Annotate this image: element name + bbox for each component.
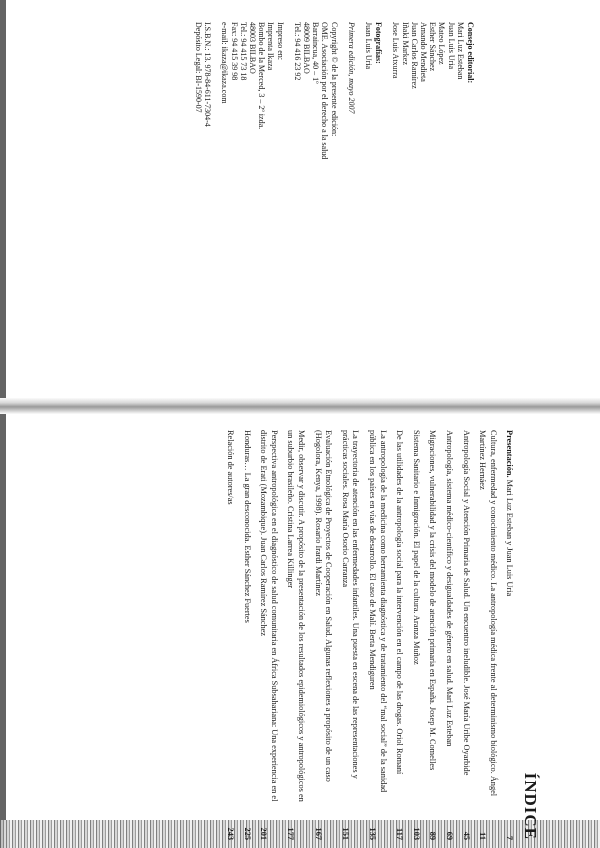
printer-line: Imprenta Ikaza (266, 22, 276, 71)
toc-entry-title: De las utilidades de la antropología social para la intervención en el campo de las drogas. Oriol Romaní (395, 430, 405, 775)
toc-entry-title: Presentación. Mari Luz Esteban y Juan Luis Uria (505, 430, 515, 597)
toc-entry (339, 430, 360, 840)
toc-page-number: 11 (478, 832, 488, 840)
printer-heading: Impreso en: (275, 22, 285, 60)
toc-page-number: 201 (259, 827, 269, 840)
toc-entry-title: Evaluación Etnológica de Proyectos de Cooperación en Salud. Algunas reflexiones a propósito de un caso (Hogolora, Kenya, 1998). Rosario Irardi Martínez (313, 430, 334, 782)
credits-page (65, 22, 475, 402)
toc-page-number: 151 (340, 827, 350, 840)
printer-line: Tel.: 94 415 73 18 (238, 22, 248, 81)
council-member: Juan Luis Uria (446, 22, 456, 70)
toc-title: ÍNDICE (521, 772, 540, 840)
toc-entry-lead: Presentación. (505, 430, 515, 480)
toc-entry (225, 430, 236, 840)
toc-entry (410, 430, 421, 840)
printer-line: Fax: 94 415 39 98 (229, 22, 239, 81)
publisher-line: 48009 BILBAO (301, 22, 311, 74)
photo-credits (364, 22, 383, 402)
council-member: Amando Mendieta (418, 22, 428, 82)
council-member: Mateo López (437, 22, 447, 65)
toc-entry (427, 430, 438, 840)
toc-entry-title: Antropología Social y Atención Primaria de Salud. Un encuentro ineludible. José María Uribe Oyarbide (461, 430, 471, 776)
photo-heading: Fotografías: (374, 22, 384, 64)
council-member: Mari Luz Esteban (455, 22, 465, 80)
publisher-line: Tel.: 94 416 23 92 (292, 22, 302, 81)
toc-page-number: 117 (395, 828, 405, 840)
legal-block (194, 22, 212, 402)
table-of-contents-page (55, 430, 540, 840)
toc-entry-title: Perspectiva antropológica en el diagnóstico de salud comunitaria en África Subsahariana: Una experiencia en el distrito de Erati (Mozambique). Juan Carlos Ramírez Sánchez (259, 430, 279, 802)
toc-list (225, 430, 515, 840)
toc-page-number: 225 (242, 827, 252, 840)
toc-entry-title: Relación de autores/as (226, 430, 236, 505)
toc-page-number: 45 (461, 831, 471, 840)
toc-page-number: 89 (428, 831, 438, 840)
toc-entry-title: La antropología de la medicina como herramienta diagnóstica y de tratamiento del “mal social” de la sanidad pública en los países en vías de desarrollo. El caso de Malí. Berta Mendiguren (368, 430, 388, 793)
publisher-line: Barraincua, 40 – 1º (311, 22, 321, 84)
isbn-line: I.S.B.N.: 13. 978-84-611-7304-4 (203, 22, 213, 127)
legal-deposit-line: Depósito Legal: BI-1590-07 (193, 22, 203, 113)
toc-entry (443, 430, 454, 840)
toc-page-number: 243 (226, 827, 236, 840)
editorial-council (391, 22, 475, 402)
publisher-line: OME. Asociación por el derecho a la salud (320, 22, 330, 160)
toc-page-number: 7 (505, 835, 515, 840)
printer-block (220, 22, 284, 402)
first-edition: Primera edición, mayo 2007 (346, 22, 356, 114)
toc-entry (312, 430, 333, 840)
council-member: Esther Sánchez (428, 22, 438, 72)
toc-entry (460, 430, 471, 840)
printer-line: Bombo de la Merced, 3 – 2º izda. (257, 22, 267, 130)
toc-entry (285, 430, 306, 840)
toc-page-number: 69 (445, 831, 455, 840)
edition-info (347, 22, 356, 402)
toc-entry-title: La trayectoria de atención en las enfermedades infantiles. Una puesta en escena de las representaciones y prácticas sociales. Rosa María Osorio Carranza (340, 430, 361, 779)
toc-page-number: 103 (411, 827, 421, 840)
council-member: Juan Carlos Ramírez (409, 22, 419, 89)
toc-entry-title: Medir, observar y discutir. A propósito de la presentación de los resultados epidemiológicos y antropológicos en un suburbio brasileño. Cristina Larrea Killinger (286, 430, 307, 802)
toc-entry (241, 430, 252, 840)
printer-line: 48003 BILBAO (247, 22, 257, 74)
toc-entry (477, 430, 498, 840)
toc-entry (504, 430, 515, 840)
council-heading: Consejo editorial: (466, 22, 475, 84)
toc-page-number: 135 (368, 827, 378, 840)
council-member: Iñaki Markez (400, 22, 410, 65)
toc-entry-title: Honduras… La gran desconocida. Esther Sánchez Fuertes (242, 430, 252, 623)
scan-edge-left (0, 0, 6, 848)
toc-entry (366, 430, 387, 840)
toc-entry (394, 430, 405, 840)
printer-line: e-mail: ikaza@ikaza.com (220, 22, 230, 104)
toc-entry-title: Antropología, sistema médico-científico y desigualdades de género en salud. Mari Luz Esteban (445, 430, 455, 747)
copyright-line: Copyright © de la presente edición: (329, 22, 339, 137)
toc-entry-title: Sistema Sanitario e Inmigración. El papel de la cultura. Aranza Muñoz (411, 430, 421, 665)
toc-entry (258, 430, 279, 840)
toc-entry-title: Cultura, enfermedad y conocimiento médico. La antropología médica frente al determinismo biológico. Ángel Martínez Hernáez (478, 430, 498, 797)
toc-page-number: 167 (313, 827, 323, 840)
toc-page-number: 177 (286, 827, 296, 840)
copyright-block (293, 22, 339, 402)
toc-entry-title: Migraciones, vulnerabilidad y la crisis del modelo de atención primaria en España. Josep M. Comelles (428, 430, 438, 771)
council-member: Jose Luis Atxurra (391, 22, 401, 79)
photo-credit: Juan Luis Uria (363, 22, 373, 70)
